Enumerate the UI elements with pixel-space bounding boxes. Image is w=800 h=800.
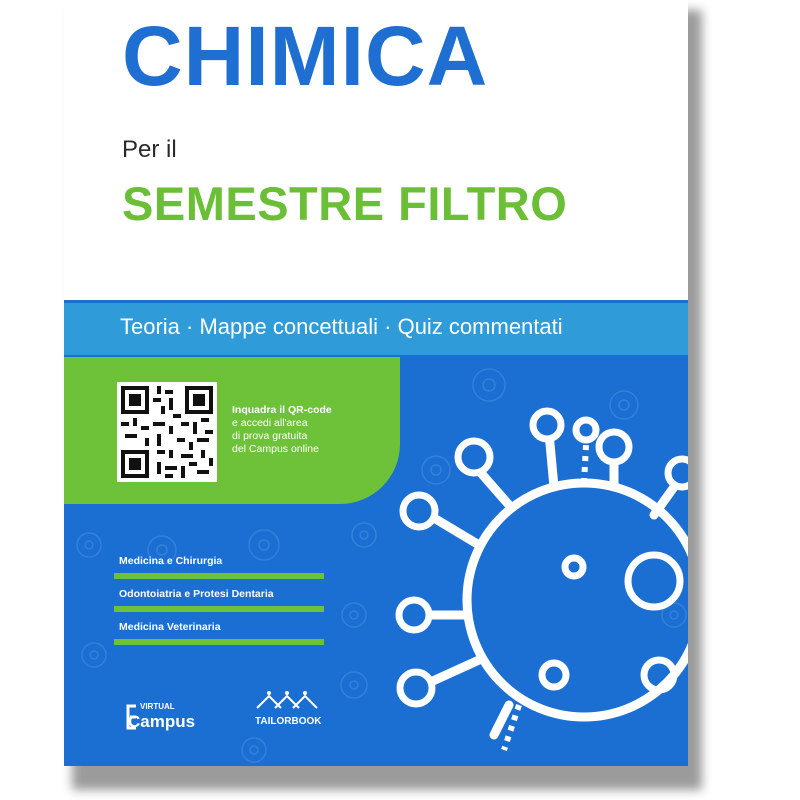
- qr-line: e accedi all'area: [232, 417, 308, 429]
- subtitle-big: SEMESTRE FILTRO: [122, 177, 568, 230]
- qr-code-icon[interactable]: [117, 382, 217, 482]
- qr-line: di prova gratuita: [232, 430, 308, 442]
- course-item: Odontoiatria e Protesi Dentaria: [119, 588, 274, 600]
- course-divider: [114, 639, 324, 645]
- course-item: Medicina Veterinaria: [119, 621, 221, 633]
- book-cover: [64, 0, 688, 766]
- topics-text: Teoria · Mappe concettuali · Quiz commentati: [120, 314, 563, 339]
- logo-virtual-small: VIRTUAL: [140, 702, 175, 711]
- logo-tailor-text: TAILORBOOK: [255, 716, 322, 727]
- course-divider: [114, 606, 324, 612]
- tailorbook-logo-icon: [249, 690, 329, 736]
- book-title: CHIMICA: [122, 9, 489, 103]
- logo-virtual-big: Campus: [128, 712, 196, 731]
- virus-illustration-icon: [344, 405, 688, 766]
- subtitle-small: Per il: [122, 136, 177, 163]
- virtual-campus-logo-icon: [124, 700, 202, 734]
- course-divider: [114, 573, 324, 579]
- qr-line: del Campus online: [232, 443, 319, 455]
- qr-heading: Inquadra il QR-code: [232, 404, 332, 416]
- course-item: Medicina e Chirurgia: [119, 555, 223, 567]
